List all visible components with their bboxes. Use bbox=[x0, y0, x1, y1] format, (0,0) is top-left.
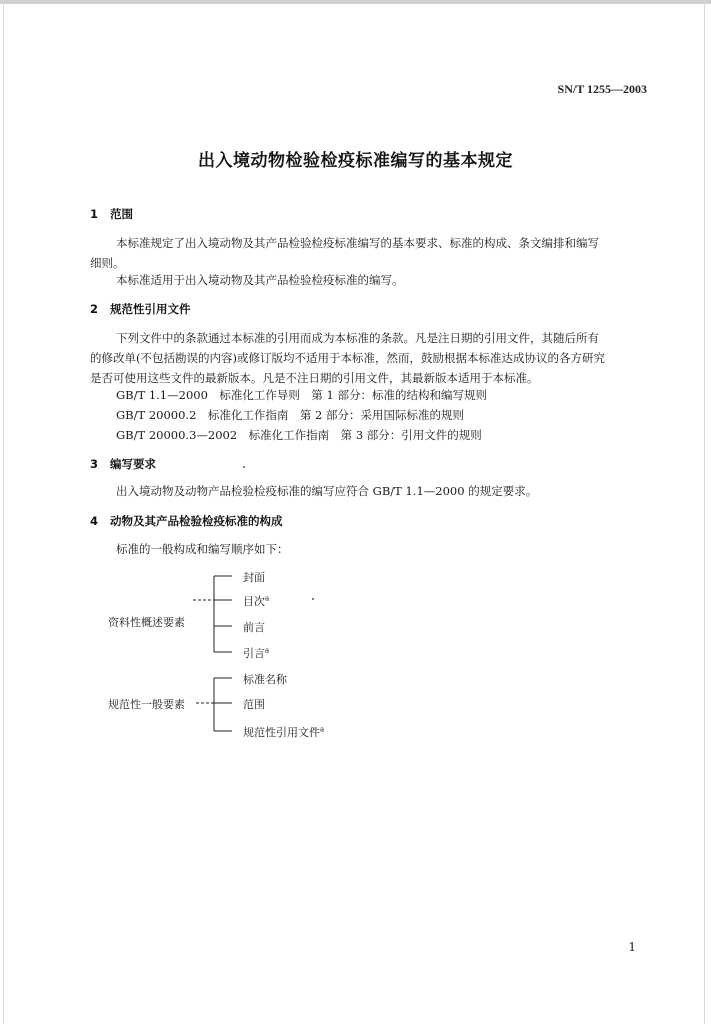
tree-item-contents: 目次$^a$ bbox=[243, 594, 270, 608]
page-number: 1 bbox=[628, 940, 636, 954]
optional-mark: a bbox=[265, 646, 270, 655]
paragraph-line: 的修改单(不包括勘误的内容)或修订版均不适用于本标准，然而，鼓励根据本标准达成协议的各方研究 bbox=[90, 351, 605, 365]
optional-mark: a bbox=[320, 725, 325, 734]
reference-item: GB/T 20000.3—2002 标准化工作指南 第 3 部分：引用文件的规则 bbox=[116, 428, 482, 442]
document-title: 出入境动物检验检疫标准编写的基本规定 bbox=[198, 151, 513, 171]
paragraph-line: 本标准规定了出入境动物及其产品检验检疫标准编写的基本要求、标准的构成、条文编排和编写 bbox=[116, 236, 599, 250]
paragraph-line: 标准的一般构成和编写顺序如下： bbox=[116, 542, 289, 556]
section-number: 4 bbox=[90, 514, 99, 528]
paragraph-line: 下列文件中的条款通过本标准的引用而成为本标准的条款。凡是注日期的引用文件，其随后所有 bbox=[116, 331, 599, 345]
paragraph-line: 细则。 bbox=[90, 256, 125, 270]
reference-item: GB/T 20000.2 标准化工作指南 第 2 部分：采用国际标准的规则 bbox=[116, 408, 465, 422]
section-number: 2 bbox=[90, 302, 99, 316]
tree-item-title: 标准名称 bbox=[243, 673, 287, 686]
tree-item-introduction: 引言$^a$ bbox=[243, 646, 270, 660]
tree-item-scope: 范围 bbox=[243, 698, 265, 711]
tree-item-normative-references: 规范性引用文件$^a$ bbox=[243, 725, 325, 739]
paragraph-line: 本标准适用于出入境动物及其产品检验检疫标准的编写。 bbox=[116, 273, 404, 287]
tree-item-foreword: 前言 bbox=[243, 621, 265, 634]
section-title: 编写要求 bbox=[110, 457, 156, 471]
reference-item: GB/T 1.1—2000 标准化工作导则 第 1 部分：标准的结构和编写规则 bbox=[116, 388, 488, 402]
paragraph-line: 是否可使用这些文件的最新版本。凡是不注日期的引用文件，其最新版本适用于本标准。 bbox=[90, 371, 539, 385]
section-number: 1 bbox=[90, 207, 99, 221]
optional-mark: a bbox=[265, 594, 270, 603]
section-title: 规范性引用文件 bbox=[110, 302, 191, 316]
section-title: 动物及其产品检验检疫标准的构成 bbox=[110, 514, 283, 528]
tree-item-cover: 封面 bbox=[243, 571, 265, 584]
group-label-normative: 规范性一般要素 bbox=[108, 698, 185, 711]
section-title: 范围 bbox=[110, 207, 133, 221]
paragraph-line: 出入境动物及动物产品检验检疫标准的编写应符合 GB/T 1.1—2000 的规定要求。 bbox=[116, 484, 538, 498]
section-number: 3 bbox=[90, 457, 99, 471]
standard-code: SN/T 1255—2003 bbox=[557, 82, 647, 96]
group-label-informative: 资料性概述要素 bbox=[108, 616, 185, 629]
scan-speck bbox=[312, 598, 314, 600]
